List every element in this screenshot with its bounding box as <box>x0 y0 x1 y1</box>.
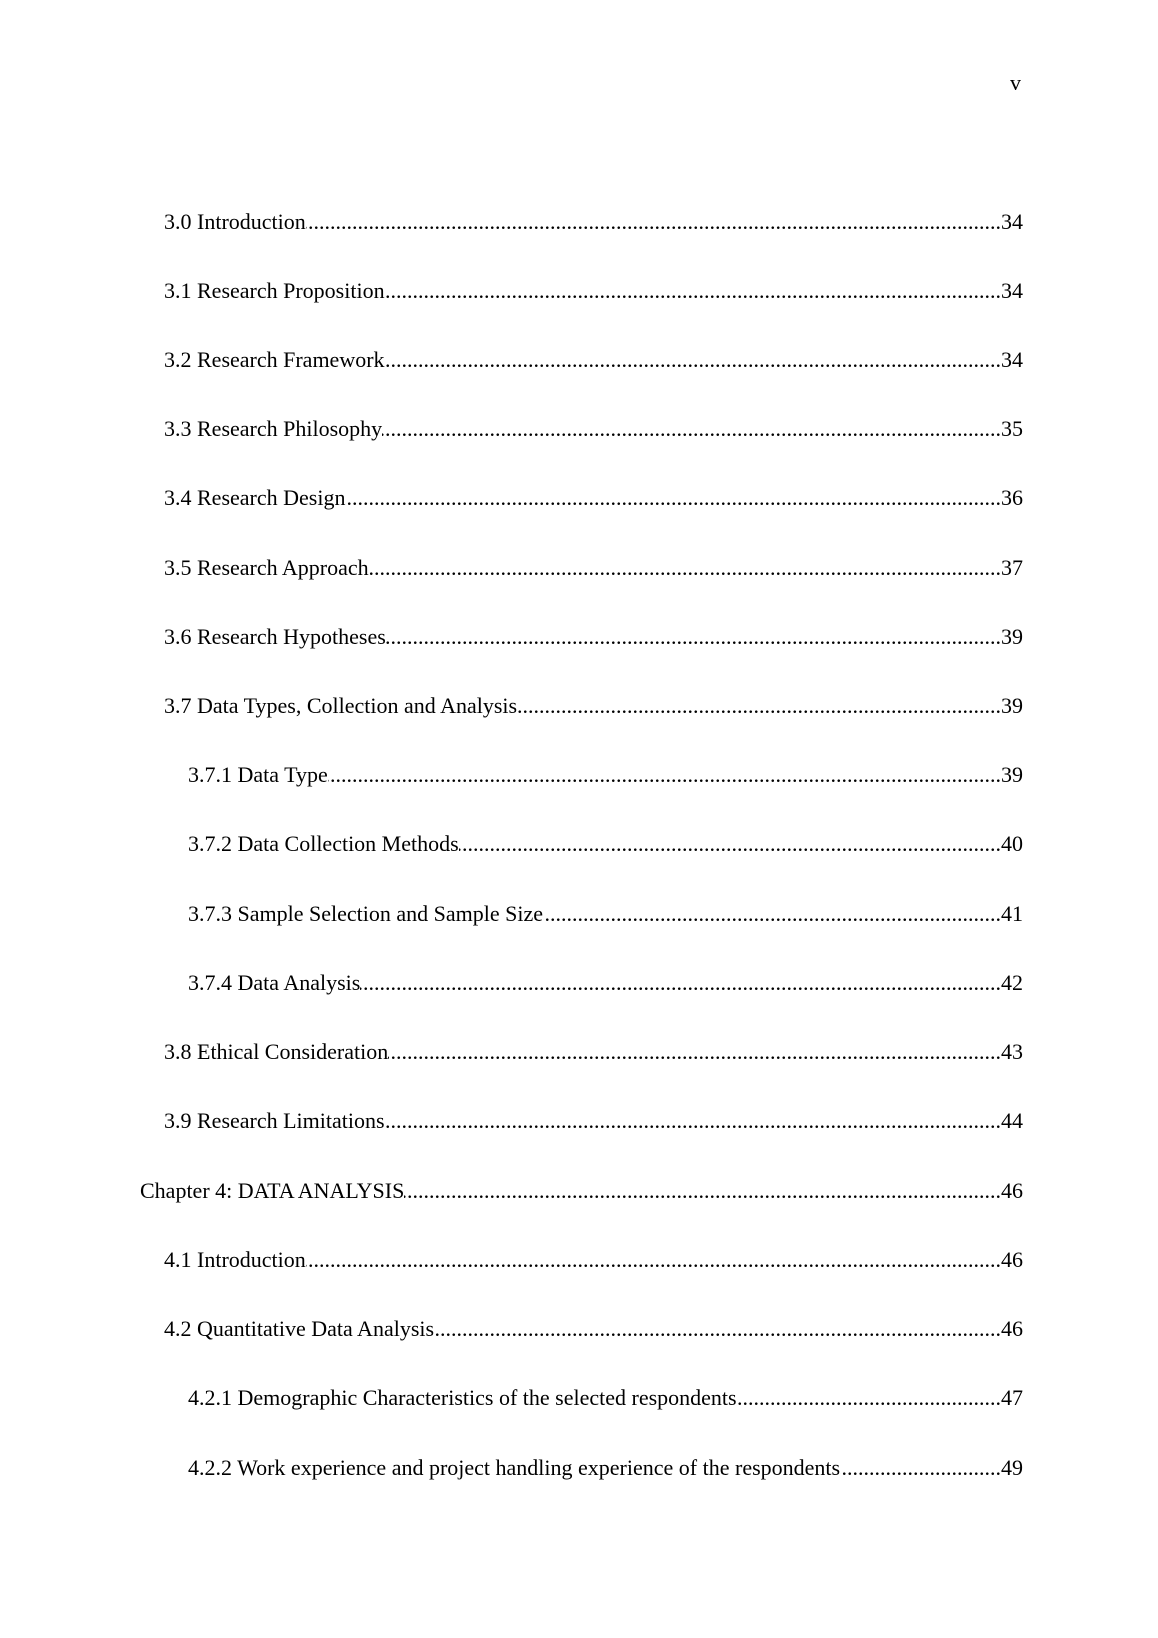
toc-leader-dots <box>459 829 1001 859</box>
toc-entry-title: 3.6 Research Hypotheses <box>164 624 386 649</box>
toc-entry-title: 4.2.1 Demographic Characteristics of the selected respondents <box>188 1385 737 1410</box>
toc-entry-page: 36 <box>1001 485 1023 510</box>
toc-leader-dots <box>737 1383 1001 1413</box>
toc-entry-title: 3.5 Research Approach <box>164 555 369 580</box>
toc-entry-page: 34 <box>1001 278 1023 303</box>
toc-entry-page: 49 <box>1001 1455 1023 1480</box>
toc-entry[interactable] <box>164 691 1023 721</box>
toc-entry-page: 40 <box>1001 831 1023 856</box>
toc-entry-title: 3.8 Ethical Consideration <box>164 1039 389 1064</box>
toc-entry-page: 44 <box>1001 1108 1023 1133</box>
toc-leader-dots <box>840 1453 1001 1483</box>
toc-entry-page: 46 <box>1001 1178 1023 1203</box>
toc-entry[interactable] <box>188 1383 1023 1413</box>
toc-entry-title: 3.7.1 Data Type <box>188 762 328 787</box>
toc-entry[interactable] <box>164 1314 1023 1344</box>
toc-entry-title: 3.0 Introduction <box>164 209 306 234</box>
toc-entry[interactable] <box>164 1245 1023 1275</box>
toc-entry-page: 41 <box>1001 901 1023 926</box>
toc-leader-dots <box>386 622 1001 652</box>
toc-entry-title: 3.9 Research Limitations <box>164 1108 385 1133</box>
toc-leader-dots <box>369 553 1001 583</box>
toc-leader-dots <box>517 691 1001 721</box>
toc-entry-page: 42 <box>1001 970 1023 995</box>
toc-entry[interactable] <box>188 899 1023 929</box>
toc-entry-title: 3.4 Research Design <box>164 485 346 510</box>
toc-entry-page: 34 <box>1001 209 1023 234</box>
toc-leader-dots <box>345 483 1001 513</box>
toc-entry[interactable] <box>164 553 1023 583</box>
toc-entry-title: 4.2 Quantitative Data Analysis <box>164 1316 435 1341</box>
toc-entry[interactable] <box>188 760 1023 790</box>
toc-leader-dots <box>388 1037 1001 1067</box>
toc-entry-page: 37 <box>1001 555 1023 580</box>
toc-leader-dots <box>360 968 1001 998</box>
toc-entry[interactable] <box>164 1037 1023 1067</box>
toc-leader-dots <box>385 276 1001 306</box>
toc-entry-title: 3.7.2 Data Collection Methods <box>188 831 459 856</box>
toc-entry[interactable] <box>188 1453 1023 1483</box>
toc-leader-dots <box>382 414 1001 444</box>
toc-entry[interactable] <box>164 414 1023 444</box>
toc-entry[interactable] <box>164 483 1023 513</box>
toc-entry[interactable] <box>188 968 1023 998</box>
toc-leader-dots <box>385 1106 1001 1136</box>
toc-entry-title: 3.3 Research Philosophy <box>164 416 383 441</box>
toc-entry-page: 39 <box>1001 624 1023 649</box>
toc-entry-title: 3.2 Research Framework <box>164 347 385 372</box>
toc-entry[interactable] <box>164 1106 1023 1136</box>
toc-entry-title: 4.2.2 Work experience and project handling experience of the respondents <box>188 1455 841 1480</box>
toc-entry-title: 3.1 Research Proposition <box>164 278 385 303</box>
toc-entry-page: 47 <box>1001 1385 1023 1410</box>
toc-entry-page: 34 <box>1001 347 1023 372</box>
toc-leader-dots <box>306 207 1001 237</box>
toc-entry[interactable] <box>140 1176 1023 1206</box>
toc-entry-page: 43 <box>1001 1039 1023 1064</box>
toc-entry-page: 46 <box>1001 1247 1023 1272</box>
toc-entry-title: 3.7.3 Sample Selection and Sample Size <box>188 901 543 926</box>
toc-entry[interactable] <box>164 276 1023 306</box>
toc-entry-page: 39 <box>1001 762 1023 787</box>
toc-entry-title: Chapter 4: DATA ANALYSIS <box>140 1178 405 1203</box>
toc-leader-dots <box>385 345 1001 375</box>
toc-entry-title: 3.7 Data Types, Collection and Analysis <box>164 693 518 718</box>
toc-entry-title: 3.7.4 Data Analysis <box>188 970 361 995</box>
toc-leader-dots <box>306 1245 1001 1275</box>
toc-leader-dots <box>434 1314 1001 1344</box>
page-number: v <box>1010 70 1021 95</box>
toc-entry-page: 46 <box>1001 1316 1023 1341</box>
toc-entry[interactable] <box>164 207 1023 237</box>
toc-leader-dots <box>543 899 1001 929</box>
toc-entry[interactable] <box>164 345 1023 375</box>
toc-leader-dots <box>404 1176 1001 1206</box>
toc-entry[interactable] <box>164 622 1023 652</box>
toc-leader-dots <box>328 760 1001 790</box>
toc-entry-page: 35 <box>1001 416 1023 441</box>
toc-entry-title: 4.1 Introduction <box>164 1247 306 1272</box>
toc-entry[interactable] <box>188 829 1023 859</box>
toc-entry-page: 39 <box>1001 693 1023 718</box>
